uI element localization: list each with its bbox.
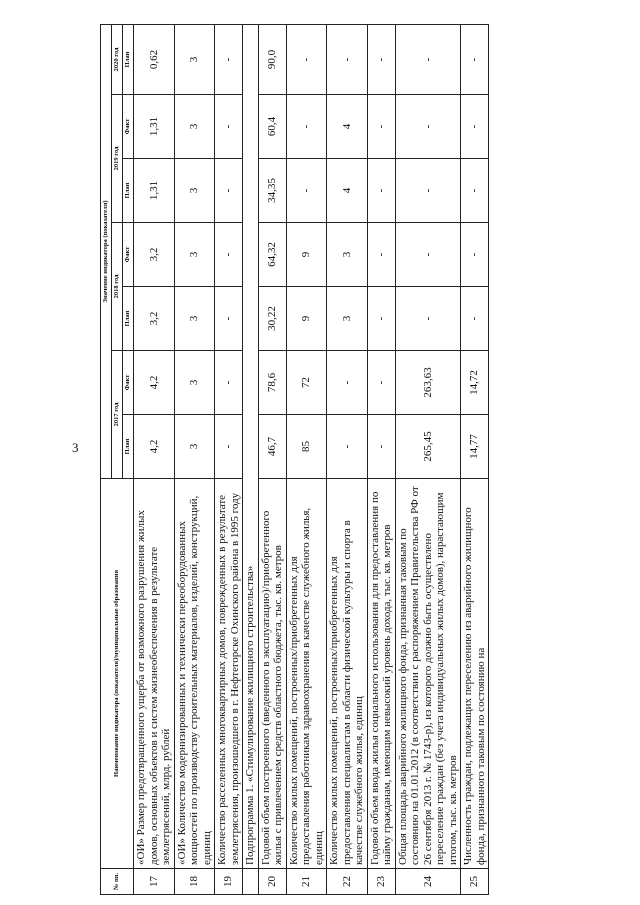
indicator-name: «ОИ» Количество модернизированных и технически переоборудованных мощностей по производству строительных материалов, изделий, конструкций, единиц	[174, 479, 215, 869]
value-cell: -	[367, 287, 395, 351]
header-fact: Факт	[123, 223, 134, 287]
value-cell: 4	[327, 159, 368, 223]
value-cell: 3	[327, 287, 368, 351]
row-number: 24	[395, 869, 461, 895]
value-cell: -	[215, 223, 243, 287]
value-cell: -	[367, 24, 395, 94]
value-cell: 64,32	[258, 223, 286, 287]
table-row	[134, 24, 175, 894]
indicator-name: Численность граждан, подлежащих переселению из аварийного жилищного фонда, признанного таковым по состоянию на	[461, 479, 489, 869]
value-cell: 14,72	[461, 351, 489, 415]
value-cell: -	[327, 351, 368, 415]
table-row	[258, 24, 286, 894]
value-cell: 3	[174, 159, 215, 223]
indicator-name: Годовой объем построенного (введенного в эксплуатацию)/приобретенного жилья с привлечением средств областного бюджета, тыс. кв. метров	[258, 479, 286, 869]
value-cell: 3	[174, 287, 215, 351]
table-row	[395, 24, 461, 894]
table-row	[286, 24, 327, 894]
indicator-name: Годовой объем ввода жилья социального использования для предоставления по найму гражданам, имеющим невысокий уровень дохода, тыс. кв. метров	[367, 479, 395, 869]
row-number: 22	[327, 869, 368, 895]
header-plan: План	[123, 24, 134, 94]
header-name: Наименование индикатора (показателя)/муниципальные образования	[101, 479, 134, 869]
value-cell: -	[461, 223, 489, 287]
row-number: 23	[367, 869, 395, 895]
value-cell: 1,31	[134, 95, 175, 159]
value-cell: 9	[286, 223, 327, 287]
row-number: 21	[286, 869, 327, 895]
value-cell: 60,4	[258, 95, 286, 159]
value-cell: -	[395, 95, 461, 159]
row-number-empty	[243, 869, 259, 895]
row-number: 25	[461, 869, 489, 895]
subprogram-title: Подпрограмма 1. «Стимулирование жилищного строительства»	[243, 24, 259, 868]
value-cell: -	[215, 159, 243, 223]
header-fact: Факт	[123, 95, 134, 159]
value-cell: -	[395, 287, 461, 351]
value-cell: 72	[286, 351, 327, 415]
value-cell: 90,0	[258, 24, 286, 94]
header-no: № пп.	[101, 869, 134, 895]
value-cell: -	[286, 159, 327, 223]
header-year: 2017 год	[112, 351, 123, 479]
value-cell: -	[367, 415, 395, 479]
value-cell: -	[215, 287, 243, 351]
indicator-name: «ОИ» Размер предотвращенного ущерба от возможного разрушения жилых домов, основных объектов и систем жизнеобеспечения в результате землетрясений, млрд. рублей	[134, 479, 175, 869]
indicator-name: Количество жилых помещений, построенных/приобретенных для предоставления работникам здравоохранения в качестве служебного жилья, единиц	[286, 479, 327, 869]
value-cell: -	[215, 351, 243, 415]
indicators-table	[100, 24, 489, 895]
value-cell: 1,31	[134, 159, 175, 223]
header-year: 2020 год	[112, 24, 123, 94]
header-fact: Факт	[123, 351, 134, 415]
value-cell: 3	[174, 415, 215, 479]
value-cell: -	[367, 159, 395, 223]
value-cell: -	[461, 95, 489, 159]
value-cell: 3	[174, 351, 215, 415]
indicator-name: Количество жилых помещений, построенных/приобретенных для предоставления специалистам в области физической культуры и спорта в качестве служебного жилья, единиц	[327, 479, 368, 869]
value-cell: -	[461, 287, 489, 351]
value-cell: 85	[286, 415, 327, 479]
table-row	[367, 24, 395, 894]
value-cell: 3	[174, 24, 215, 94]
value-cell: -	[461, 24, 489, 94]
table-row	[461, 24, 489, 894]
header-year: 2018 год	[112, 223, 123, 351]
value-cell: -	[215, 24, 243, 94]
header-plan: План	[123, 415, 134, 479]
rotated-table-container	[100, 25, 620, 895]
value-cell: -	[461, 159, 489, 223]
indicator-name: Количество расселенных многоквартирных домов, поврежденных в результате землетрясения, произошедшего в г. Нефтегорске Охинского района в 1995 году	[215, 479, 243, 869]
subprogram-row	[243, 24, 259, 894]
value-cell: -	[367, 351, 395, 415]
value-cell: 3	[174, 223, 215, 287]
header-plan: План	[123, 287, 134, 351]
value-cell: 263,63	[395, 351, 461, 415]
row-number: 19	[215, 869, 243, 895]
value-cell: -	[327, 24, 368, 94]
value-cell: 46,7	[258, 415, 286, 479]
value-cell: -	[327, 415, 368, 479]
value-cell: 30,22	[258, 287, 286, 351]
row-number: 17	[134, 869, 175, 895]
value-cell: 3	[174, 95, 215, 159]
table-row	[215, 24, 243, 894]
value-cell: -	[286, 95, 327, 159]
header-plan: План	[123, 159, 134, 223]
row-number: 20	[258, 869, 286, 895]
header-values-group: Значение индикатора (показателя)	[101, 24, 112, 478]
page-number: 3	[72, 440, 79, 455]
value-cell: -	[215, 95, 243, 159]
value-cell: 4,2	[134, 415, 175, 479]
value-cell: -	[395, 159, 461, 223]
indicator-name: Общая площадь аварийного жилищного фонда, признанная таковым по состоянию на 01.01.2012 (в соответствии с распоряжением Правительства РФ от 26 сентября 2013 г. № 1743-р), из которого должно быть осуществлено переселение граждан (без учета индивидуальных жилых домов), нарастающим итогом, тыс. кв. метров	[395, 479, 461, 869]
value-cell: -	[215, 415, 243, 479]
table-row	[327, 24, 368, 894]
value-cell: 9	[286, 287, 327, 351]
value-cell: 265,45	[395, 415, 461, 479]
table-row	[174, 24, 215, 894]
value-cell: 4	[327, 95, 368, 159]
value-cell: -	[395, 223, 461, 287]
value-cell: -	[367, 95, 395, 159]
value-cell: 78,6	[258, 351, 286, 415]
value-cell: 3	[327, 223, 368, 287]
value-cell: -	[367, 223, 395, 287]
value-cell: -	[395, 24, 461, 94]
value-cell: 3,2	[134, 223, 175, 287]
value-cell: 14,77	[461, 415, 489, 479]
row-number: 18	[174, 869, 215, 895]
header-year: 2019 год	[112, 95, 123, 223]
value-cell: 34,35	[258, 159, 286, 223]
value-cell: -	[286, 24, 327, 94]
value-cell: 0,62	[134, 24, 175, 94]
value-cell: 4,2	[134, 351, 175, 415]
value-cell: 3,2	[134, 287, 175, 351]
